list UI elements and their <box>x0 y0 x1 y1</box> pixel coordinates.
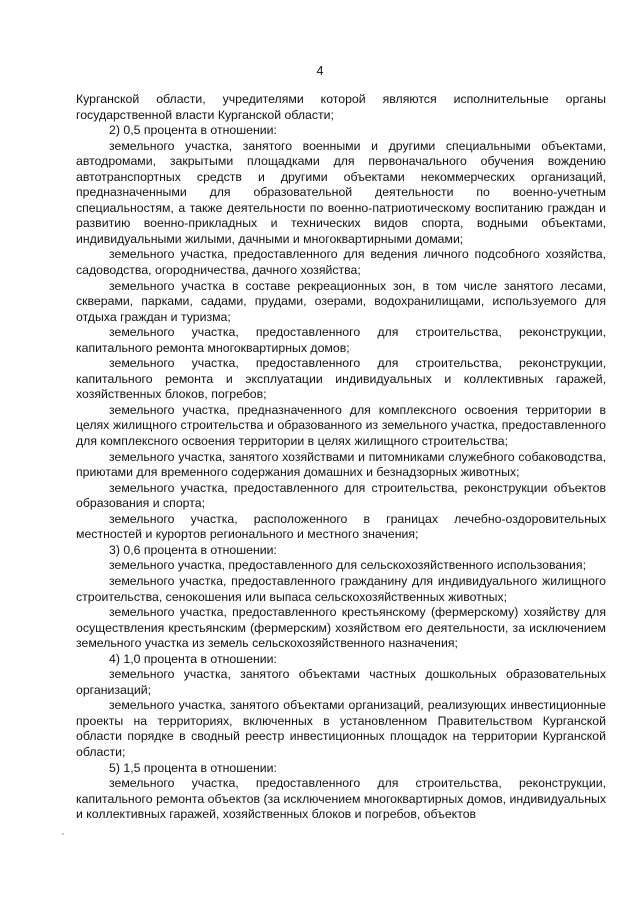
document-body <box>76 92 606 823</box>
paragraph: земельного участка, предоставленного для сельскохозяйственного использования; <box>109 558 586 573</box>
paragraph: Курганской области, учредителями которой являются исполнительные органы государственной власти Курганской области; <box>76 92 606 122</box>
paragraph: земельного участка, занятого военными и другими специальными объектами, автодромами, закрытыми площадками для первоначального обучения вождению автотранспортных средств и другими объектами некоммерческих организаций, предназначенными для образовательной деятельности по военно-учетным специальностям, а также деятельности по военно-патриотическому воспитанию граждан и развитию военно-прикладных и технических видов спорта, водными объектами, индивидуальными жилыми, дачными и многоквартирными домами; <box>76 138 606 246</box>
paragraph: земельного участка, предоставленного для строительства, реконструкции, капитального ремонта объектов (за исключением многоквартирных домов, индивидуальных и коллективных гаражей, хозяйственных блоков и погребов, объектов <box>76 776 606 822</box>
paragraph: земельного участка, занятого хозяйствами и питомниками служебного собаководства, приютами для временного содержания домашних и безнадзорных животных; <box>76 449 606 480</box>
paragraph: земельного участка, предоставленного крестьянскому (фермерскому) хозяйству для осуществления крестьянским (фермерским) хозяйством его деятельности, за исключением земельного участка из земель сельскохозяйственного назначения; <box>76 605 606 651</box>
list-item-heading: 2) 0,5 процента в отношении: <box>109 123 277 138</box>
paragraph: земельного участка, предназначенного для комплексного освоения территории в целях жилищного строительства и образованного из земельного участка, предоставленного для комплексного освоения территории в целях жилищного строительства; <box>76 402 606 449</box>
paragraph: земельного участка, расположенного в границах лечебно-оздоровительных местностей и курортов регионального и местного значения; <box>76 511 606 542</box>
paragraph: земельного участка, предоставленного для строительства, реконструкции, капитального ремонта и эксплуатации индивидуальных и коллективных гаражей, хозяйственных блоков, погребов; <box>76 356 606 402</box>
paragraph: земельного участка, предоставленного для строительства, реконструкции объектов образования и спорта; <box>76 480 606 511</box>
paragraph: земельного участка, занятого объектами частных дошкольных образовательных организаций; <box>76 667 606 697</box>
scan-speck <box>62 833 64 835</box>
paragraph: земельного участка в составе рекреационных зон, в том числе занятого лесами, скверами, парками, садами, прудами, озерами, водохранилищами, используемого для отдыха граждан и туризма; <box>76 278 606 324</box>
list-item-heading: 3) 0,6 процента в отношении: <box>109 542 277 557</box>
list-item-heading: 4) 1,0 процента в отношении: <box>109 651 277 666</box>
page-number: 4 <box>316 64 324 78</box>
list-item-heading: 5) 1,5 процента в отношении: <box>109 760 277 775</box>
paragraph: земельного участка, занятого объектами организаций, реализующих инвестиционные проекты на территориях, включенных в установленном Правительством Курганской области порядке в сводный реестр инвестиционных площадок на территории Курганской области; <box>76 698 606 759</box>
paragraph: земельного участка, предоставленного для ведения личного подсобного хозяйства, садоводства, огородничества, дачного хозяйства; <box>76 247 606 278</box>
paragraph: земельного участка, предоставленного гражданину для индивидуального жилищного строительства, сенокошения или выпаса сельскохозяйственных животных; <box>76 573 606 604</box>
paragraph: земельного участка, предоставленного для строительства, реконструкции, капитального ремонта многоквартирных домов; <box>76 325 606 355</box>
